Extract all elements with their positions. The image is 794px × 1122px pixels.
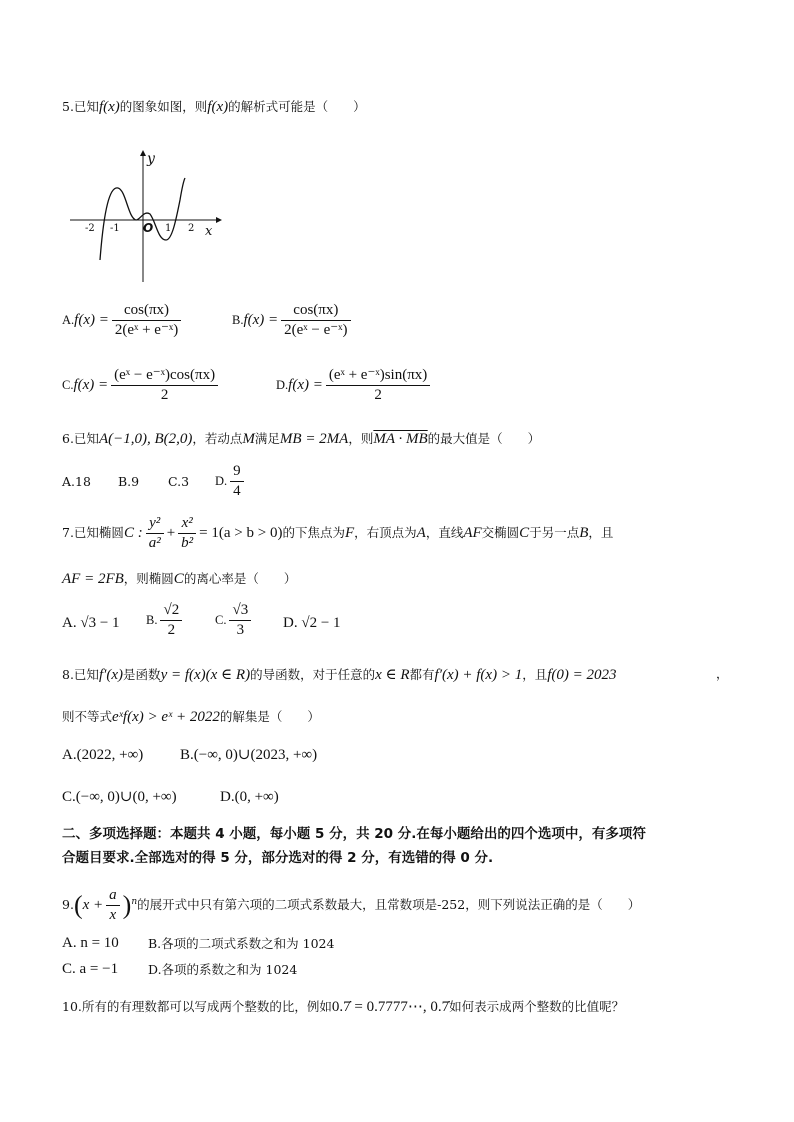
q7-option-d[interactable]: D. √2 − 1 (283, 615, 341, 631)
graph-tick: -2 (85, 223, 95, 234)
section-heading-line1: 二、多项选择题：本题共 4 小题，每小题 5 分，共 20 分.在每小题给出的四个选项中，有多项符 (62, 826, 646, 842)
graph-x-label: x (205, 224, 213, 239)
graph-y-label: y (147, 151, 155, 167)
q9-option-c[interactable]: C. a = −1 (62, 961, 119, 977)
q9-option-d[interactable]: D.各项的系数之和为 1024 (148, 962, 298, 977)
q6-option-d[interactable]: D. $\frac{9}{4}$ (215, 464, 247, 499)
q7-stem-line2: AF = 2FB，则椭圆C的离心率是（ ） (62, 571, 297, 587)
q7-option-c[interactable]: C. $\frac{√3}{3}$ (215, 603, 254, 638)
q9-option-b[interactable]: B.各项的二项式系数之和为 1024 (148, 936, 335, 951)
q5-stem: 5.已知f(x)的图象如图，则f(x)的解析式可能是（ ） (62, 99, 366, 115)
q8-stem-line2: 则不等式eˣf(x) > eˣ + 2022的解集是（ ） (62, 709, 320, 725)
q8-stem-line1: 8.已知f′(x)是函数y = f(x)(x ∈ R)的导函数，对于任意的x ∈ R都有f′(x) + f(x) > 1，且f(0) = 2023 (62, 667, 617, 683)
q6-option-c[interactable]: C.3 (168, 474, 190, 489)
q7-stem-line1: 7.已知椭圆C : $\frac{\text{y²}}{\text{a²}}$ + $\frac{\text{x²}}{\text{b²}}$ = 1(a > b > 0)的下焦点为F，右顶点为A，直线AF交椭圆C于另一点B，且 (62, 515, 614, 551)
graph-origin-label: O (143, 221, 154, 235)
q9-stem: 9.(x + $\frac{a}{x}$ )$^n$的展开式中只有第六项的二项式系数最大，且常数项是-252，则下列说法正确的是（ ） (62, 887, 641, 923)
q8-option-d[interactable]: D.(0, +∞) (220, 789, 279, 805)
q5-option-a[interactable]: A.f(x) = $\frac{\cos(\pi x)}{\text{2(eˣ + e⁻ˣ)}}$ (62, 303, 184, 338)
q10-stem: 10.所有的有理数都可以写成两个整数的比，例如0.7̇ = 0.7777⋯, 0.7̇如何表示成两个整数的比值呢？ (62, 999, 625, 1015)
q8-comma: ， (716, 666, 729, 681)
q8-option-b[interactable]: B.(−∞, 0)∪(2023, +∞) (180, 747, 318, 763)
q5-option-d[interactable]: D.f(x) = $\frac{\text{(eˣ + e⁻ˣ)sin(πx)}}{2}$ (276, 368, 433, 403)
q5-function-graph (66, 148, 226, 288)
q9-option-a[interactable]: A. n = 10 (62, 935, 119, 951)
graph-tick: 1 (165, 223, 172, 234)
q6-option-a[interactable]: A.18 (62, 474, 91, 489)
q6-stem: 6.已知A(−1,0), B(2,0)，若动点M满足MB = 2MA，则MA · MB的最大值是（ ） (62, 431, 541, 447)
q7-option-a[interactable]: A. √3 − 1 (62, 615, 120, 631)
q8-option-a[interactable]: A.(2022, +∞) (62, 747, 144, 763)
q7-option-b[interactable]: B. $\frac{√2}{2}$ (146, 603, 185, 638)
q8-option-c[interactable]: C.(−∞, 0)∪(0, +∞) (62, 789, 177, 805)
graph-tick: 2 (188, 223, 195, 234)
q6-option-b[interactable]: B.9 (118, 474, 140, 489)
graph-tick: -1 (110, 223, 120, 234)
q5-option-b[interactable]: B.f(x) = $\frac{\cos(\pi x)}{\text{2(eˣ − e⁻ˣ)}}$ (232, 303, 354, 338)
q5-option-c[interactable]: C.f(x) = $\frac{\text{(eˣ − e⁻ˣ)cos(πx)}}{2}$ (62, 368, 221, 403)
section-heading-line2: 合题目要求.全部选对的得 5 分，部分选对的得 2 分，有选错的得 0 分. (62, 850, 494, 866)
